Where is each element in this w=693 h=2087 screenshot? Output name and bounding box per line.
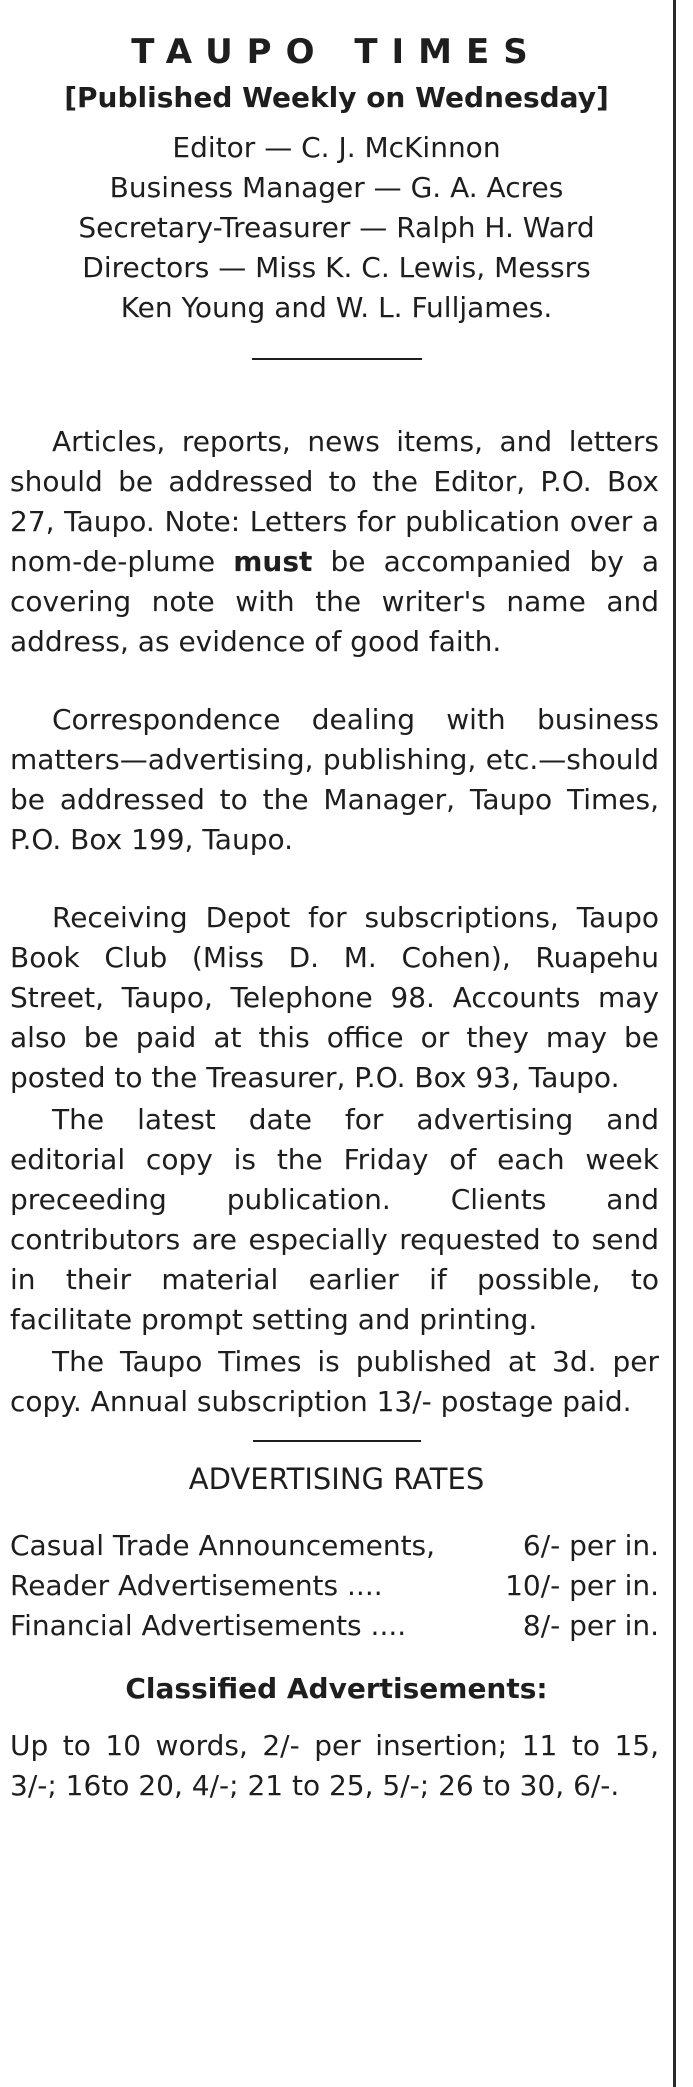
classified-heading: Classified Advertisements: [125,1672,548,1705]
must-emphasis: must [233,545,313,578]
masthead-subtitle: [Published Weekly on Wednesday] [64,81,609,114]
rate-price: 6/- per in. [522,1529,659,1562]
editor-line: Editor — C. J. McKinnon [172,131,501,164]
rate-price: 8/- per in. [522,1609,659,1642]
advertising-rates-heading: ADVERTISING RATES [188,1462,485,1496]
rate-label: Casual Trade Announcements, [10,1529,436,1562]
rates-list [10,1526,659,1646]
business-manager-line: Business Manager — G. A. Acres [109,171,564,204]
rate-row [10,1566,659,1606]
price-notice: The Taupo Times is published at 3d. per copy. Annual subscription 13/- postage paid. [10,1345,659,1418]
secretary-treasurer-line: Secretary-Treasurer — Ralph H. Ward [78,211,595,244]
masthead-title: TAUPO TIMES [131,32,542,72]
deadline-notice: The latest date for advertising and editorial copy is the Friday of each week preceeding publication. Clients and contributors are especially requested to send in their material earlier if possible, to facilitate prompt setting and printing. [10,1103,659,1336]
editor-notice [10,422,659,662]
divider [253,1440,421,1442]
divider [252,358,422,360]
editor-notice-text-continued: be accompanied by a covering note with the writer's name and address, as evidence of good faith. [10,545,660,658]
directors-line-continued: Ken Young and W. L. Fulljames. [120,291,553,324]
rate-price: 10/- per in. [505,1569,659,1602]
rate-label: Financial Advertisements .... [10,1609,407,1642]
staff-list [0,128,673,328]
rate-label: Reader Advertisements .... [10,1569,383,1602]
classified-rates: Up to 10 words, 2/- per insertion; 11 to 15, 3/-; 16to 20, 4/-; 21 to 25, 5/-; 26 to 30, 6/-. [10,1729,659,1802]
business-notice: Correspondence dealing with business matters—advertising, publishing, etc.—should be addressed to the Manager, Taupo Times, P.O. Box 199, Taupo. [10,703,659,856]
subscriptions-notice: Receiving Depot for subscriptions, Taupo Book Club (Miss D. M. Cohen), Ruapehu Street, Taupo, Telephone 98. Accounts may also be paid at this office or they may be posted to the Treasurer, P.O. Box 93, Taupo. [10,901,659,1094]
editor-notice-text: Articles, reports, news items, and letters should be addressed to the Editor, P.O. Box 27, Taupo. Note: Letters for publication over a nom-de-plume [10,425,659,578]
rate-row [10,1526,659,1566]
directors-line: Directors — Miss K. C. Lewis, Messrs [82,251,591,284]
rate-row [10,1606,659,1646]
